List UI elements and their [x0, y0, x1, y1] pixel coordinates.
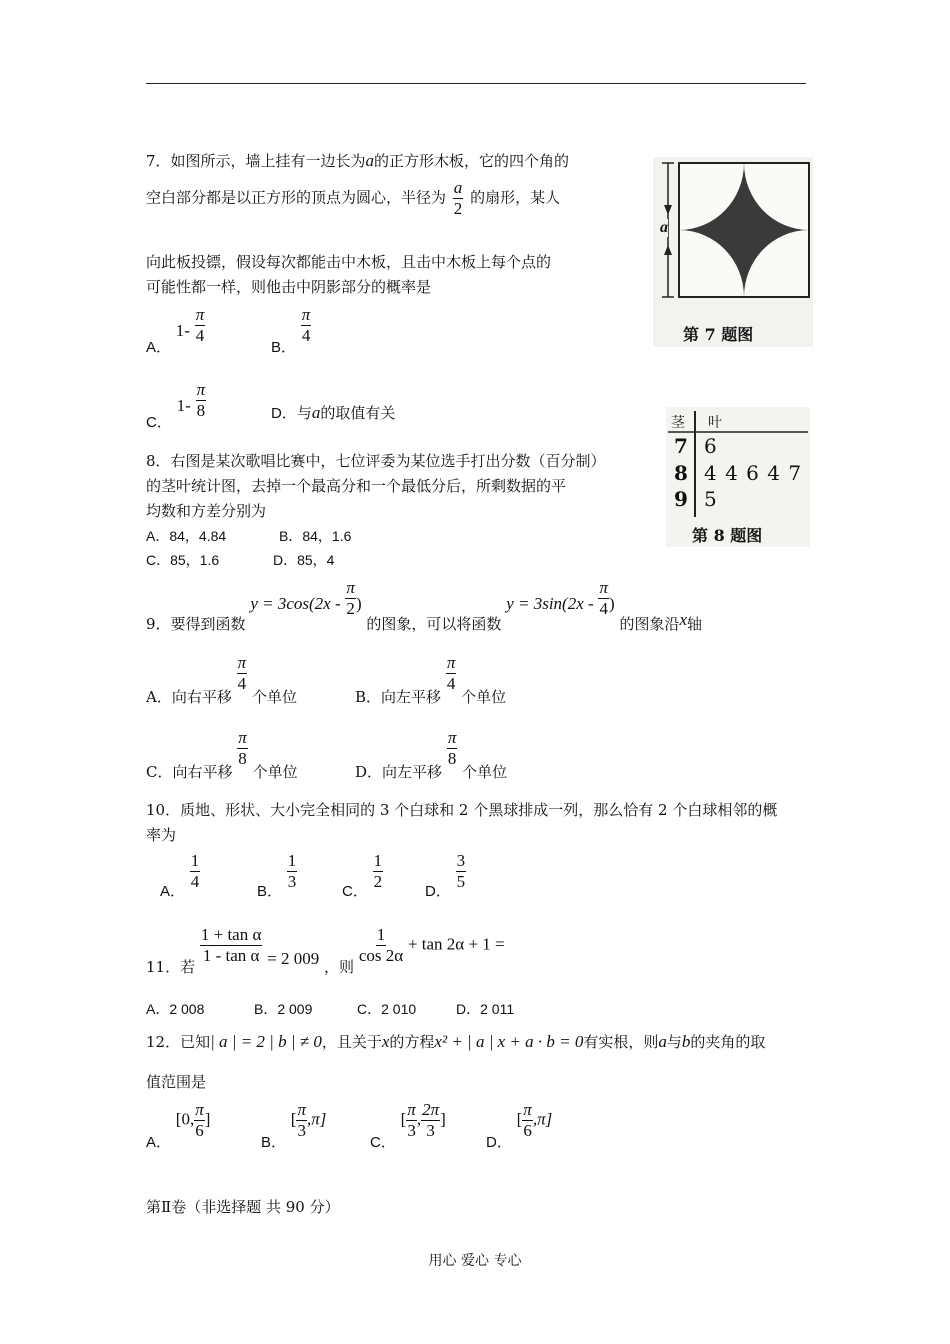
- option-label: A．: [146, 1133, 172, 1151]
- q10-option-c: [342, 851, 383, 900]
- q7-a-fraction: [195, 305, 206, 346]
- q9-function-1: y = 3cos(2x -: [250, 593, 341, 613]
- q11-option-a: A．2 008: [146, 1001, 205, 1017]
- q7-square-board-diagram: [653, 157, 813, 347]
- q12-d-fraction: [522, 1100, 533, 1141]
- interval-close: ,π]: [532, 1109, 553, 1129]
- fraction-numerator: π: [599, 578, 608, 597]
- q11-equals-value: = 2 009: [267, 948, 320, 968]
- q12-text: ，且关于: [321, 1033, 382, 1051]
- var-a: a: [658, 1032, 667, 1051]
- interval-open: [: [400, 1109, 407, 1129]
- fraction-numerator: 2π: [422, 1100, 440, 1119]
- stem-value: 8: [674, 461, 688, 485]
- fraction-numerator: a: [453, 178, 463, 197]
- leaf-values: 4 4 6 4 7: [704, 461, 803, 485]
- q7-figure: [653, 157, 813, 347]
- q8-option-a: A．84，4.84: [146, 528, 227, 544]
- paren: ): [608, 593, 615, 613]
- fraction-denominator: 1 - tan α: [202, 946, 260, 965]
- q12-text: 的方程: [389, 1033, 435, 1051]
- fraction-numerator: π: [238, 728, 247, 747]
- option-label: A．: [146, 338, 172, 356]
- fraction-numerator: 1 + tan α: [200, 925, 262, 944]
- fraction-numerator: 1: [287, 851, 297, 870]
- q12-text: 与: [666, 1033, 682, 1051]
- fraction-numerator: π: [297, 1100, 306, 1119]
- option-label: C．: [146, 413, 172, 431]
- q11-option-b: B．2 009: [254, 1001, 313, 1017]
- q7-c-fraction: [196, 380, 207, 421]
- option-label: C．: [342, 882, 368, 900]
- q9-text: 的图象沿: [619, 614, 680, 633]
- q12-condition: | a | = 2 | b | ≠ 0: [210, 1032, 322, 1051]
- interval-open: [: [516, 1109, 523, 1129]
- q9-function-2: y = 3sin(2x -: [506, 593, 594, 613]
- q7-text: 的扇形，某人: [470, 188, 561, 207]
- fraction-denominator: 3: [407, 1121, 416, 1140]
- fraction-numerator: π: [301, 305, 311, 324]
- q7-text: 空白部分都是以正方形的顶点为圆心，半径为: [146, 188, 447, 207]
- option-label: B．: [261, 1133, 287, 1151]
- fraction-denominator: 3: [426, 1121, 435, 1140]
- var-x: x: [679, 609, 687, 629]
- option-text: 个单位: [251, 687, 297, 706]
- fraction-denominator: 2: [346, 599, 355, 618]
- q12-option-a: [146, 1100, 211, 1151]
- leaf-header: 叶: [708, 415, 722, 431]
- option-prefix: 1-: [176, 395, 191, 415]
- option-prefix: 1-: [175, 320, 190, 340]
- paren: ): [355, 593, 362, 613]
- q11-stem: [146, 925, 505, 976]
- q7-line3: 向此板投镖，假设每次都能击中木板，且击中木板上每个点的: [146, 253, 552, 271]
- var-b: b: [681, 1032, 691, 1051]
- q9-c-fraction: [237, 728, 248, 769]
- q12-c-fraction-1: [406, 1100, 417, 1141]
- q10-line2: 率为: [146, 826, 177, 844]
- q11-expression: + tan 2α + 1 =: [407, 934, 505, 954]
- header-rule: [146, 83, 806, 84]
- q8-line2: 的茎叶统计图，去掉一个最高分和一个最低分后，所剩数据的平: [146, 477, 567, 495]
- q7-line1: [146, 151, 569, 171]
- q8-figure-caption: 第 8 题图: [692, 526, 763, 545]
- option-label: C．: [370, 1133, 396, 1151]
- fraction-denominator: 3: [287, 872, 297, 891]
- var-x: x: [381, 1032, 390, 1051]
- option-label: D．: [271, 405, 297, 422]
- q7-radius-fraction: [453, 178, 464, 219]
- q7-var-a: a: [365, 151, 375, 170]
- fraction-numerator: 1: [190, 851, 200, 870]
- q7-b-fraction: [301, 305, 312, 346]
- option-label: C．向右平移: [146, 762, 233, 781]
- fraction-numerator: π: [446, 653, 456, 672]
- option-text: 个单位: [462, 762, 508, 781]
- q11-f1-fraction: [200, 925, 263, 966]
- q7-figure-caption: 第 7 题图: [683, 325, 754, 344]
- q9-f1-fraction: [345, 578, 356, 619]
- fraction-denominator: 4: [195, 326, 205, 345]
- interval-close: ]: [440, 1109, 446, 1129]
- fraction-numerator: 3: [456, 851, 466, 870]
- q10-a-fraction: [190, 851, 201, 892]
- fraction-numerator: π: [523, 1100, 532, 1119]
- fraction-denominator: 2: [373, 872, 383, 891]
- fraction-denominator: 6: [523, 1121, 532, 1140]
- fraction-denominator: 4: [190, 872, 200, 891]
- q9-d-fraction: [447, 728, 458, 769]
- q12-c-fraction-2: [421, 1100, 440, 1141]
- fraction-numerator: π: [195, 1100, 204, 1119]
- option-label: A．向右平移: [146, 687, 232, 706]
- fraction-numerator: π: [447, 728, 457, 747]
- fraction-denominator: 4: [237, 674, 247, 693]
- q10-option-b: [257, 851, 297, 900]
- leaf-values: 6: [704, 434, 717, 458]
- q10-option-d: [425, 851, 466, 900]
- stem-header: 茎: [671, 415, 685, 431]
- fraction-numerator: 1: [373, 851, 383, 870]
- q9-text: 9．要得到函数: [146, 614, 246, 633]
- interval-open: [: [290, 1109, 297, 1129]
- fraction-numerator: π: [237, 653, 247, 672]
- fraction-denominator: cos 2α: [358, 946, 404, 965]
- q9-a-fraction: [237, 653, 248, 694]
- fraction-numerator: π: [346, 578, 355, 597]
- q11-f2-fraction: [359, 925, 403, 966]
- option-label: B．: [257, 882, 283, 900]
- q11-option-c: C．2 010: [357, 1001, 417, 1017]
- option-text: 与: [296, 404, 312, 422]
- option-label: B．: [271, 338, 297, 356]
- q11-text: ，则: [324, 957, 355, 976]
- fraction-numerator: π: [407, 1100, 416, 1119]
- q12-line2: 值范围是: [146, 1073, 207, 1091]
- q7-option-a: [146, 305, 205, 356]
- q9-text: 的图象，可以将函数: [366, 614, 502, 633]
- interval-close: ]: [204, 1109, 211, 1129]
- q10-d-fraction: [456, 851, 467, 892]
- q12-text: 12．已知: [146, 1033, 211, 1051]
- q12-option-d: [486, 1100, 553, 1151]
- q8-option-c: C．85，1.6: [146, 552, 220, 568]
- stem-value: 9: [674, 487, 688, 511]
- q12-text: 的夹角的取: [690, 1033, 766, 1051]
- q9-option-b: [355, 653, 507, 706]
- q12-b-fraction: [296, 1100, 307, 1141]
- option-label: A．: [160, 882, 186, 900]
- q9-text: 轴: [687, 614, 703, 633]
- fraction-numerator: π: [195, 305, 205, 324]
- option-text: 个单位: [461, 687, 507, 706]
- option-label: D．: [425, 882, 451, 900]
- fraction-denominator: 4: [599, 599, 608, 618]
- option-label: B．向左平移: [355, 687, 442, 706]
- q8-line1: 8．右图是某次歌唱比赛中，七位评委为某位选手打出分数（百分制）: [146, 452, 606, 470]
- q9-option-a: [146, 653, 297, 706]
- q7-option-b: [271, 305, 311, 356]
- q11-option-d: D．2 011: [456, 1001, 515, 1017]
- fraction-numerator: π: [196, 380, 206, 399]
- fraction-denominator: 6: [195, 1121, 204, 1140]
- q9-option-d: [355, 728, 508, 781]
- q8-figure: [666, 407, 810, 547]
- q9-b-fraction: [446, 653, 457, 694]
- interval-open: [0,: [175, 1109, 195, 1129]
- leaf-values: 5: [704, 487, 717, 511]
- q12-line1: [146, 1032, 765, 1052]
- fraction-denominator: 8: [196, 401, 206, 420]
- q10-c-fraction: [373, 851, 384, 892]
- q10-b-fraction: [287, 851, 298, 892]
- q7-option-c: [146, 380, 206, 431]
- fraction-denominator: 8: [238, 749, 247, 768]
- q8-line3: 均数和方差分别为: [146, 502, 267, 520]
- stem-value: 7: [674, 434, 688, 458]
- q9-f2-fraction: [598, 578, 609, 619]
- option-label: D．向左平移: [355, 762, 443, 781]
- q7-side-label: a: [660, 219, 668, 236]
- fraction-numerator: 1: [376, 925, 386, 944]
- fraction-denominator: 5: [456, 872, 466, 891]
- option-label: D．: [486, 1133, 512, 1151]
- comma: ,: [416, 1109, 422, 1129]
- q7-line4: 可能性都一样，则他击中阴影部分的概率是: [146, 278, 432, 296]
- section-title: 第Ⅱ卷（非选择题 共 90 分）: [146, 1198, 340, 1216]
- fraction-denominator: 8: [447, 749, 457, 768]
- q12-option-b: [261, 1100, 327, 1151]
- page-footer: 用心 爱心 专心: [428, 1253, 522, 1269]
- var-a: a: [311, 403, 321, 422]
- q7-text: 7．如图所示，墙上挂有一边长为: [146, 152, 366, 170]
- fraction-denominator: 2: [453, 199, 463, 218]
- option-text: 个单位: [252, 762, 298, 781]
- q10-line1: 10．质地、形状、大小完全相同的 3 个白球和 2 个黑球排成一列，那么恰有 2 个白球相邻的概: [146, 801, 778, 819]
- q7-text: 的正方形木板，它的四个角的: [374, 152, 570, 170]
- q7-line2: [146, 178, 560, 219]
- q12-a-fraction: [194, 1100, 205, 1141]
- q7-option-d: [271, 403, 395, 424]
- q12-text: 有实根，则: [583, 1033, 659, 1051]
- q10-option-a: [160, 851, 200, 900]
- q8-option-b: B．84，1.6: [279, 528, 352, 544]
- fraction-denominator: 4: [301, 326, 311, 345]
- q9-stem: [146, 578, 703, 633]
- fraction-denominator: 4: [446, 674, 456, 693]
- interval-close: ,π]: [307, 1109, 327, 1129]
- q11-text: 11．若: [146, 957, 196, 976]
- q12-option-c: [370, 1100, 446, 1151]
- fraction-denominator: 3: [297, 1121, 306, 1140]
- option-text: 的取值有关: [320, 404, 396, 422]
- q9-option-c: [146, 728, 298, 781]
- q8-option-d: D．85，4: [273, 552, 335, 568]
- q12-equation: x² + | a | x + a · b = 0: [434, 1032, 584, 1051]
